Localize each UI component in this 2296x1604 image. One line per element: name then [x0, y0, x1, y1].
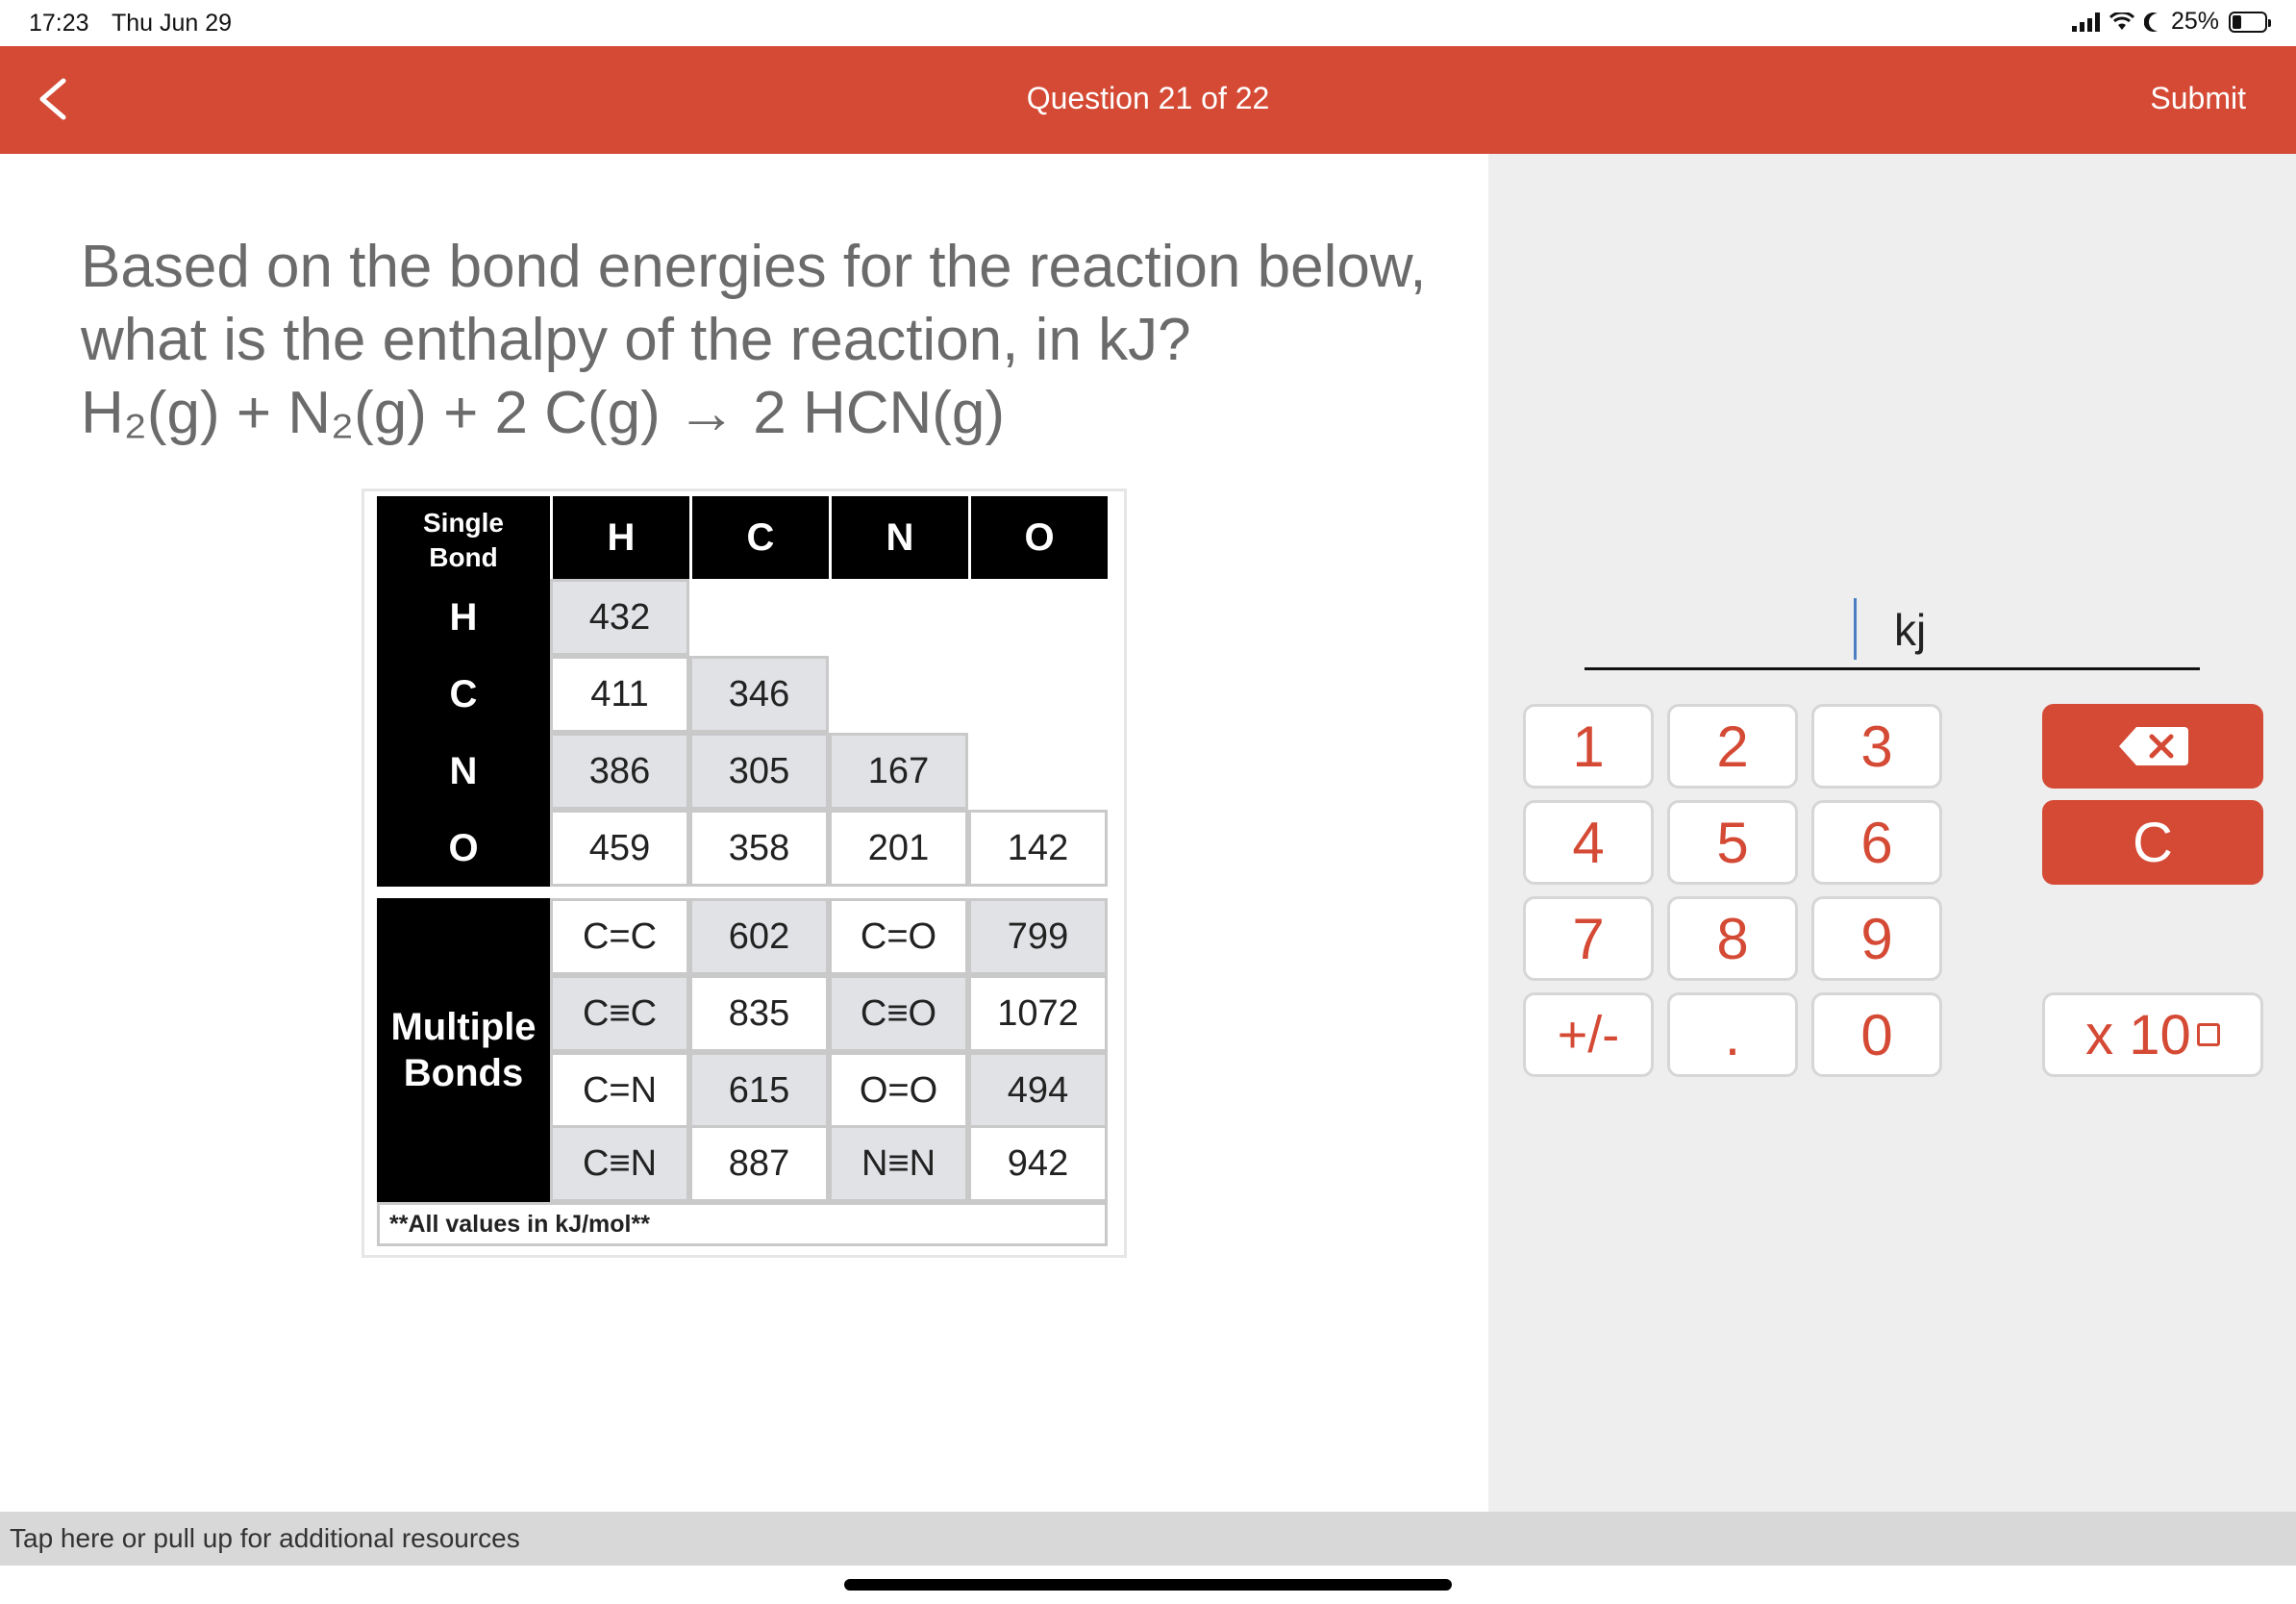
table-cell: 432	[550, 579, 689, 656]
table-cell: 201	[829, 810, 968, 887]
col-head-n: N	[829, 496, 968, 579]
times-ten-label: x 10	[2085, 1003, 2191, 1066]
table-cell: 887	[689, 1125, 829, 1202]
col-head-h: H	[550, 496, 689, 579]
status-time: 17:23	[29, 10, 89, 37]
status-right	[2072, 8, 2267, 36]
key-2[interactable]: 2	[1667, 704, 1798, 789]
table-cell: C=N	[550, 1052, 689, 1129]
key-6[interactable]: 6	[1811, 800, 1942, 885]
table-cell: 835	[689, 975, 829, 1052]
table-cell: 1072	[968, 975, 1108, 1052]
backspace-icon	[2117, 725, 2188, 767]
exponent-box-icon	[2197, 1023, 2220, 1046]
table-cell: 602	[689, 898, 829, 975]
table-cell: C=O	[829, 898, 968, 975]
table-cell: C≡C	[550, 975, 689, 1052]
answer-caret	[1854, 598, 1857, 660]
resources-label: Tap here or pull up for additional resources	[10, 1523, 520, 1553]
key-decimal[interactable]: .	[1667, 992, 1798, 1077]
question-line-2: what is the enthalpy of the reaction, in kJ?	[81, 307, 1191, 373]
table-cell: 494	[968, 1052, 1108, 1129]
status-date: Thu Jun 29	[112, 10, 233, 37]
table-cell: 799	[968, 898, 1108, 975]
key-plus-minus[interactable]: +/-	[1523, 992, 1654, 1077]
multiple-bonds-label: Multiple Bonds	[390, 1006, 537, 1094]
table-cell: C≡N	[550, 1125, 689, 1202]
table-cell: 142	[968, 810, 1108, 887]
times-ten-power-button[interactable]	[2042, 992, 2263, 1077]
table-cell: O=O	[829, 1052, 968, 1129]
battery-icon	[2229, 12, 2267, 33]
question-line-1: Based on the bond energies for the reaction below,	[81, 234, 1427, 300]
col-head-o: O	[968, 496, 1108, 579]
table-cell: 459	[550, 810, 689, 887]
header-bar	[0, 46, 2296, 154]
table-cell: N≡N	[829, 1125, 968, 1202]
table-cell: C≡O	[829, 975, 968, 1052]
moon-icon	[2144, 12, 2161, 33]
question-text	[81, 231, 1427, 450]
table-cell: 615	[689, 1052, 829, 1129]
table-cell: 411	[550, 656, 689, 733]
additional-resources-bar[interactable]	[0, 1512, 2296, 1566]
clear-button[interactable]: C	[2042, 800, 2263, 885]
table-cell: 358	[689, 810, 829, 887]
reaction-equation: H₂(g) + N₂(g) + 2 C(g) → 2 HCN(g)	[81, 380, 1006, 446]
status-bar	[0, 0, 2296, 46]
wifi-icon	[2109, 13, 2134, 32]
answer-input-line[interactable]	[1585, 667, 2200, 670]
key-5[interactable]: 5	[1667, 800, 1798, 885]
single-bond-corner: Single Bond	[422, 508, 504, 572]
table-cell: 346	[689, 656, 829, 733]
cellular-signal-icon	[2072, 13, 2100, 32]
key-7[interactable]: 7	[1523, 896, 1654, 981]
key-3[interactable]: 3	[1811, 704, 1942, 789]
key-1[interactable]: 1	[1523, 704, 1654, 789]
row-head-o: O	[448, 826, 479, 869]
table-cell: C=C	[550, 898, 689, 975]
key-9[interactable]: 9	[1811, 896, 1942, 981]
table-cell: 386	[550, 733, 689, 810]
answer-unit: kj	[1894, 605, 1927, 655]
battery-percent: 25%	[2170, 8, 2219, 35]
key-8[interactable]: 8	[1667, 896, 1798, 981]
question-counter: Question 21 of 22	[1026, 81, 1270, 115]
backspace-button[interactable]	[2042, 704, 2263, 789]
col-head-c: C	[689, 496, 829, 579]
table-cell: 942	[968, 1125, 1108, 1202]
row-head-n: N	[449, 749, 478, 792]
table-footnote: **All values in kJ/mol**	[377, 1202, 1108, 1246]
key-0[interactable]: 0	[1811, 992, 1942, 1077]
key-4[interactable]: 4	[1523, 800, 1654, 885]
row-head-c: C	[449, 672, 478, 715]
row-head-h: H	[449, 595, 478, 639]
home-indicator[interactable]	[844, 1579, 1452, 1591]
table-cell: 167	[829, 733, 968, 810]
submit-button[interactable]: Submit	[2150, 81, 2246, 115]
table-cell: 305	[689, 733, 829, 810]
